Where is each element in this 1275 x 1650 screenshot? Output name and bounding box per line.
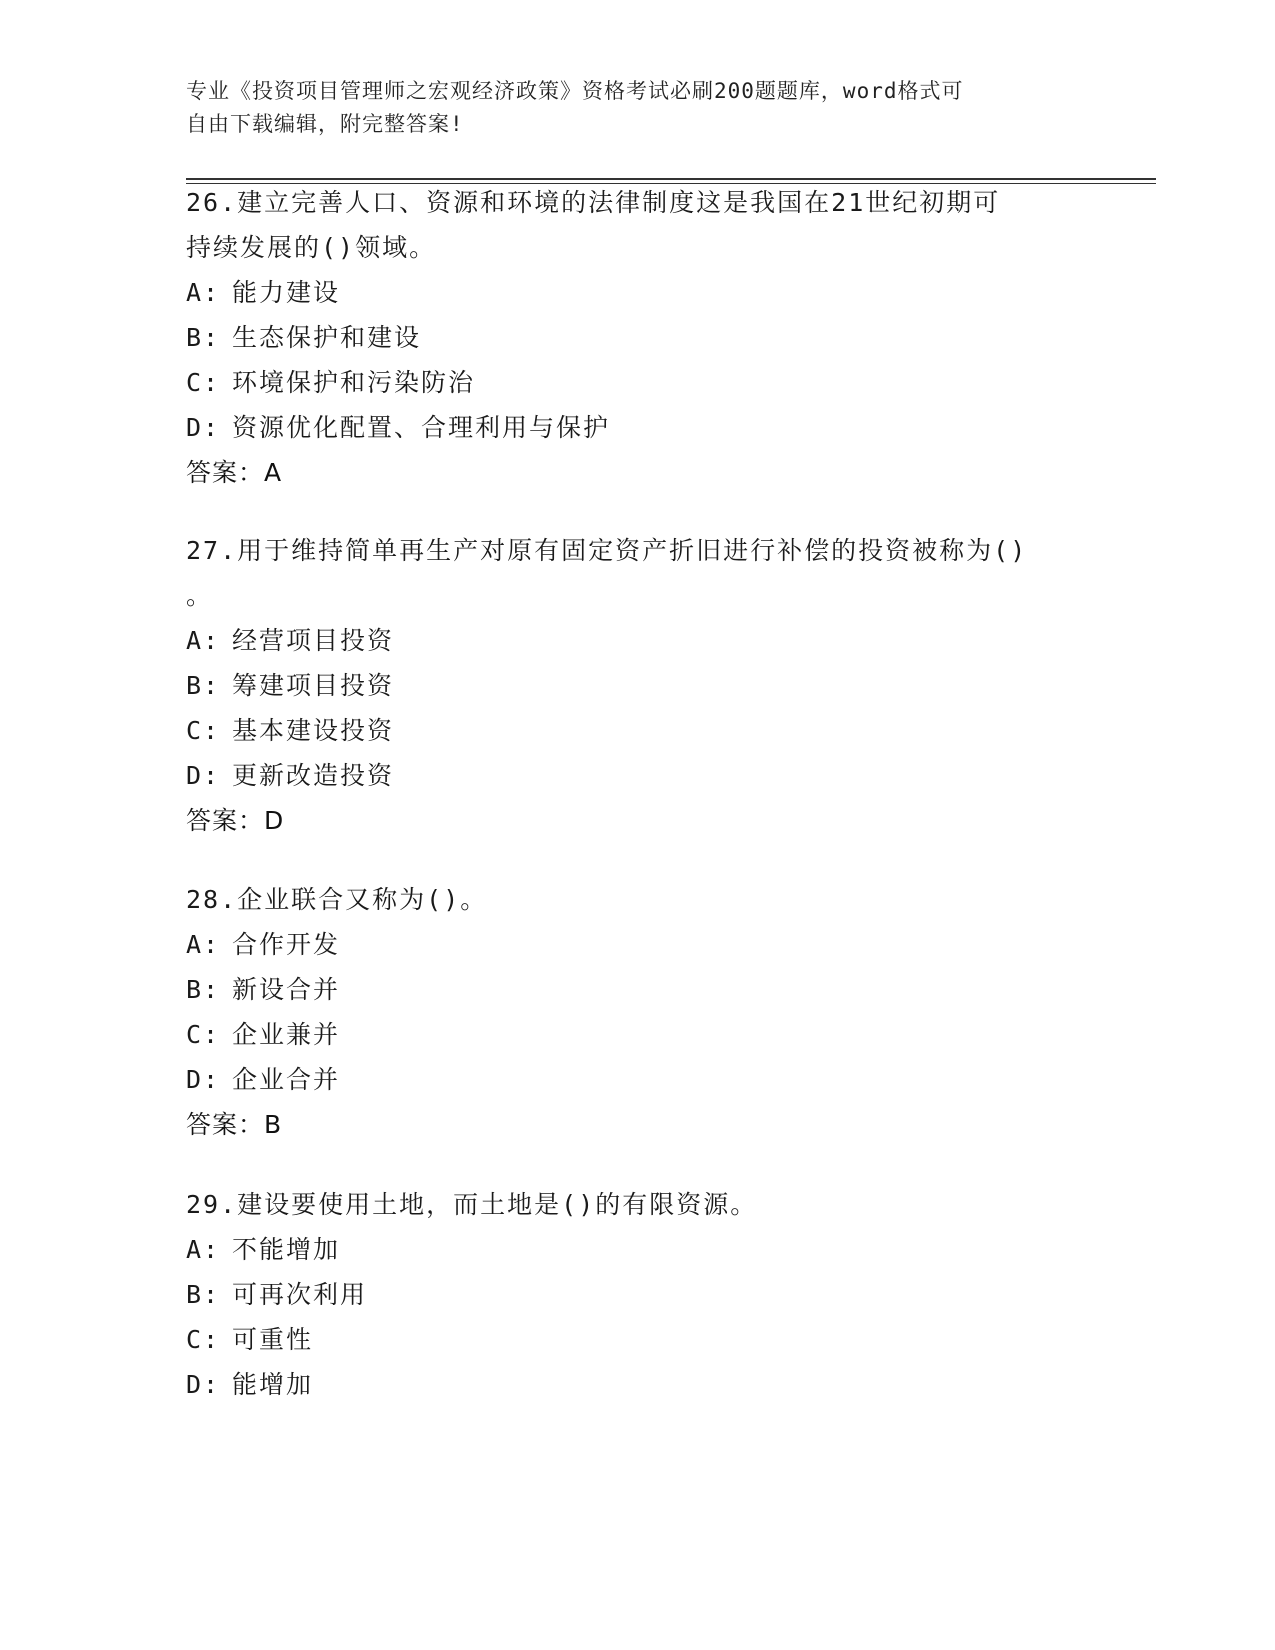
option-text: 环境保护和污染防治 (232, 368, 476, 397)
option-letter: D: (186, 1065, 221, 1094)
option-d (186, 753, 1086, 798)
option-c (186, 1317, 1086, 1362)
document-header (186, 75, 1056, 141)
question-stem-line: 26.建立完善人口、资源和环境的法律制度这是我国在21世纪初期可 (186, 188, 1001, 217)
option-letter: A: (186, 278, 221, 307)
answer-line: 答案：D (186, 806, 285, 835)
option-letter: D: (186, 413, 221, 442)
answer-line: 答案：B (186, 1110, 283, 1139)
option-a (186, 1227, 1086, 1272)
option-text: 企业兼并 (232, 1020, 341, 1049)
option-a (186, 270, 1086, 315)
option-letter: D: (186, 761, 221, 790)
option-text: 基本建设投资 (232, 716, 395, 745)
option-text: 合作开发 (232, 930, 341, 959)
option-text: 筹建项目投资 (232, 671, 395, 700)
question-26 (186, 180, 1086, 495)
option-text: 更新改造投资 (232, 761, 395, 790)
question-28 (186, 877, 1086, 1147)
question-29 (186, 1182, 1086, 1407)
option-letter: C: (186, 1325, 221, 1354)
option-d (186, 1362, 1086, 1407)
option-letter: B: (186, 975, 221, 1004)
option-d (186, 1057, 1086, 1102)
question-27 (186, 528, 1086, 843)
option-text: 可再次利用 (232, 1280, 368, 1309)
option-text: 企业合并 (232, 1065, 341, 1094)
question-stem-line: 29.建设要使用土地，而土地是()的有限资源。 (186, 1190, 758, 1219)
option-letter: D: (186, 1370, 221, 1399)
option-text: 能增加 (232, 1370, 314, 1399)
question-stem-line: 28.企业联合又称为()。 (186, 885, 488, 914)
answer-line: 答案：A (186, 458, 283, 487)
option-letter: C: (186, 716, 221, 745)
option-letter: A: (186, 626, 221, 655)
option-text: 能力建设 (232, 278, 341, 307)
option-b (186, 967, 1086, 1012)
option-letter: C: (186, 368, 221, 397)
option-text: 生态保护和建设 (232, 323, 422, 352)
header-title-line-2: 自由下载编辑，附完整答案! (186, 112, 464, 136)
option-text: 可重性 (232, 1325, 314, 1354)
option-letter: A: (186, 930, 221, 959)
option-c (186, 360, 1086, 405)
question-stem-line: 持续发展的()领域。 (186, 233, 437, 262)
option-letter: C: (186, 1020, 221, 1049)
option-c (186, 1012, 1086, 1057)
option-text: 新设合并 (232, 975, 341, 1004)
option-letter: B: (186, 323, 221, 352)
question-stem-line: 。 (186, 581, 214, 610)
header-title-line-1: 专业《投资项目管理师之宏观经济政策》资格考试必刷200题题库，word格式可 (186, 79, 964, 103)
option-letter: B: (186, 671, 221, 700)
option-b (186, 315, 1086, 360)
option-c (186, 708, 1086, 753)
option-b (186, 663, 1086, 708)
option-a (186, 922, 1086, 967)
option-text: 经营项目投资 (232, 626, 395, 655)
option-letter: A: (186, 1235, 221, 1264)
option-letter: B: (186, 1280, 221, 1309)
option-b (186, 1272, 1086, 1317)
option-text: 不能增加 (232, 1235, 341, 1264)
option-a (186, 618, 1086, 663)
question-stem-line: 27.用于维持简单再生产对原有固定资产折旧进行补偿的投资被称为() (186, 536, 1028, 565)
option-text: 资源优化配置、合理利用与保护 (232, 413, 611, 442)
option-d (186, 405, 1086, 450)
